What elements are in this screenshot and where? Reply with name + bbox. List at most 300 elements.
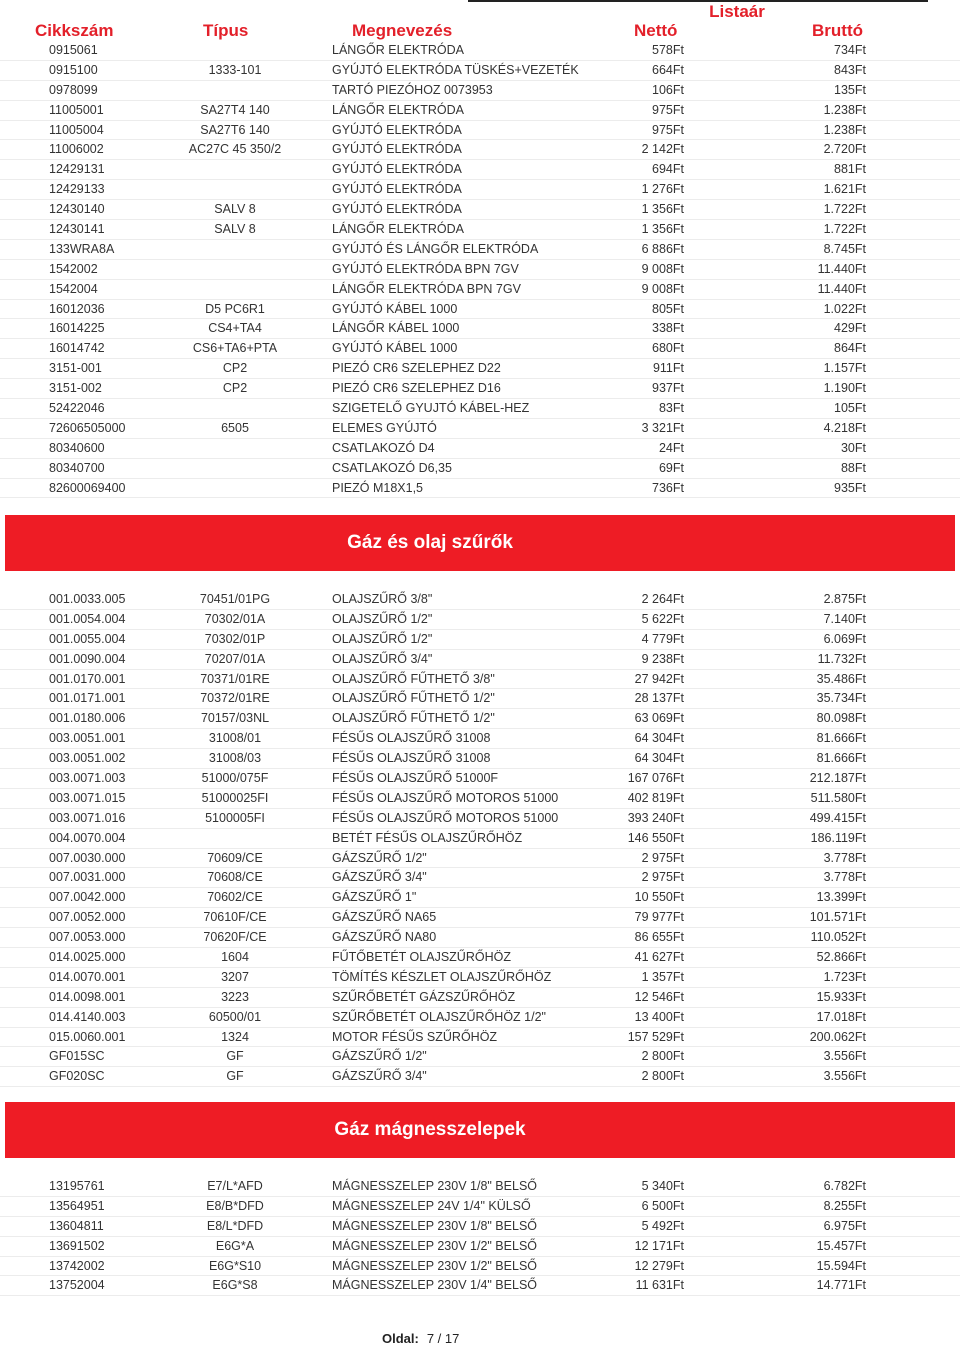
item-net-price: 64 304Ft (634, 731, 684, 746)
item-code: 0978099 (49, 82, 98, 97)
item-type: 31008/03 (208, 751, 262, 766)
item-code: 12430140 (49, 202, 105, 217)
item-net-price: 83Ft (658, 401, 684, 416)
item-net-price: 69Ft (658, 460, 684, 475)
item-gross-price: 17.018Ft (816, 1009, 866, 1024)
header-listaar: Listaár (709, 2, 765, 21)
item-code: 014.0070.001 (49, 969, 126, 984)
item-type: E7/L*AFD (207, 1179, 263, 1193)
table-row (0, 670, 960, 690)
item-name: OLAJSZŰRŐ FŰTHETŐ 1/2" (332, 711, 495, 726)
item-net-price: 12 171Ft (634, 1238, 684, 1253)
item-name: GÁZSZŰRŐ NA80 (332, 930, 437, 945)
item-net-price: 4 779Ft (641, 631, 684, 646)
table-row (0, 359, 960, 379)
item-type: GF (226, 1069, 244, 1084)
item-gross-price: 2.720Ft (823, 142, 866, 157)
item-name: GÁZSZŰRŐ NA65 (332, 910, 437, 925)
item-net-price: 157 529Ft (627, 1029, 684, 1044)
item-code: GF020SC (49, 1069, 105, 1084)
item-name: OLAJSZŰRŐ FŰTHETŐ 3/8" (332, 671, 495, 686)
item-gross-price: 3.778Ft (823, 850, 866, 865)
item-name: LÁNGŐR KÁBEL 1000 (332, 321, 460, 336)
item-type: 3207 (221, 969, 249, 984)
item-code: 13195761 (49, 1179, 105, 1193)
item-net-price: 2 975Ft (641, 850, 684, 865)
table-row (0, 630, 960, 650)
item-code: 007.0053.000 (49, 930, 126, 945)
item-net-price: 5 492Ft (641, 1218, 684, 1233)
item-gross-price: 734Ft (834, 43, 866, 57)
item-gross-price: 212.187Ft (809, 771, 866, 786)
item-code: 3151-001 (49, 361, 102, 376)
item-net-price: 694Ft (652, 162, 684, 177)
table-row (0, 1008, 960, 1028)
item-type: SALV 8 (214, 222, 256, 237)
item-net-price: 11 631Ft (635, 1278, 684, 1293)
table-row (0, 81, 960, 101)
table-row (0, 988, 960, 1008)
table-row (0, 439, 960, 459)
header-netto: Nettó (634, 21, 678, 40)
item-net-price: 41 627Ft (634, 950, 684, 965)
item-name: GÁZSZŰRŐ 1/2" (332, 850, 427, 865)
table-row (0, 1217, 960, 1237)
table-row (0, 729, 960, 749)
item-gross-price: 511.580Ft (810, 790, 866, 805)
item-gross-price: 881Ft (834, 162, 866, 177)
item-name: MÁGNESSZELEP 24V 1/4" KÜLSŐ (332, 1198, 531, 1213)
item-type: 51000025FI (201, 790, 269, 805)
table-row (0, 829, 960, 849)
item-name: ELEMES GYÚJTÓ (332, 420, 437, 435)
item-code: 82600069400 (49, 480, 126, 495)
item-code: 003.0071.016 (49, 810, 126, 825)
item-type: 70608/CE (207, 870, 263, 885)
table-row (0, 180, 960, 200)
item-gross-price: 1.022Ft (823, 301, 866, 316)
item-gross-price: 3.556Ft (823, 1069, 866, 1084)
section-banner-filters (5, 515, 955, 571)
item-type: SALV 8 (214, 202, 256, 217)
item-code: 1542002 (49, 261, 98, 276)
item-code: 13691502 (49, 1238, 105, 1253)
item-net-price: 805Ft (652, 301, 684, 316)
item-code: 004.0070.004 (49, 830, 126, 845)
item-code: 014.4140.003 (49, 1009, 126, 1024)
table-row (0, 200, 960, 220)
item-net-price: 338Ft (652, 321, 684, 336)
item-name: GYÚJTÓ ELEKTRÓDA (332, 162, 462, 177)
item-net-price: 12 279Ft (634, 1258, 684, 1273)
item-net-price: 6 500Ft (641, 1198, 684, 1213)
table-row (0, 1047, 960, 1067)
item-code: 007.0030.000 (49, 850, 126, 865)
item-name: GYÚJTÓ ELEKTRÓDA BPN 7GV (332, 261, 519, 276)
item-gross-price: 4.218Ft (823, 420, 866, 435)
item-name: FÉSŰS OLAJSZŰRŐ MOTOROS 51000 (332, 810, 559, 825)
item-net-price: 680Ft (652, 341, 684, 356)
item-code: 16012036 (49, 301, 105, 316)
item-net-price: 2 975Ft (641, 870, 684, 885)
table-row (0, 689, 960, 709)
table-row (0, 101, 960, 121)
item-gross-price: 15.457Ft (816, 1238, 866, 1253)
item-type: E8/B*DFD (206, 1198, 264, 1213)
footer-label: Oldal: (382, 1331, 419, 1346)
item-net-price: 402 819Ft (627, 790, 684, 805)
item-net-price: 9 008Ft (641, 261, 684, 276)
item-type: CS6+TA6+PTA (192, 341, 278, 356)
item-name: GYÚJTÓ ELEKTRÓDA (332, 202, 462, 217)
table-row (0, 379, 960, 399)
item-net-price: 2 142Ft (641, 142, 684, 157)
item-gross-price: 2.875Ft (823, 592, 866, 606)
item-code: 003.0051.001 (49, 731, 126, 746)
item-name: FŰTŐBETÉT OLAJSZŰRŐHÖZ (332, 950, 511, 965)
table-row (0, 769, 960, 789)
item-code: 11005004 (49, 122, 104, 137)
item-name: GYÚJTÓ ELEKTRÓDA (332, 142, 462, 157)
item-gross-price: 80.098Ft (816, 711, 866, 726)
item-gross-price: 843Ft (834, 62, 866, 77)
item-name: TARTÓ PIEZÓHOZ 0073953 (332, 82, 493, 97)
item-code: 80340700 (49, 460, 105, 475)
table-row (0, 749, 960, 769)
item-type: 31008/01 (208, 731, 262, 746)
item-name: SZŰRŐBETÉT OLAJSZŰRŐHÖZ 1/2" (332, 1009, 546, 1024)
item-name: FÉSŰS OLAJSZŰRŐ 51000F (332, 771, 499, 786)
section-filters (0, 590, 960, 1087)
item-name: CSATLAKOZÓ D4 (332, 440, 435, 455)
item-code: 1542004 (49, 281, 98, 296)
item-code: 80340600 (49, 440, 105, 455)
item-code: 0915100 (49, 62, 98, 77)
table-row (0, 849, 960, 869)
table-row (0, 240, 960, 260)
item-gross-price: 6.782Ft (823, 1179, 866, 1193)
item-gross-price: 864Ft (834, 341, 866, 356)
table-row (0, 1028, 960, 1048)
item-name: GYÚJTÓ ELEKTRÓDA TÜSKÉS+VEZETÉK (332, 62, 579, 77)
table-row (0, 1197, 960, 1217)
section-title-solenoids: Gáz mágnesszelepek (334, 1119, 526, 1140)
table-row (0, 789, 960, 809)
table-row (0, 280, 960, 300)
header-brutto: Bruttó (812, 21, 863, 40)
table-row (0, 1237, 960, 1257)
item-type: 1324 (221, 1029, 249, 1044)
table-row (0, 610, 960, 630)
item-gross-price: 8.745Ft (823, 241, 866, 256)
section-solenoids (0, 1177, 960, 1296)
item-gross-price: 15.933Ft (816, 989, 866, 1004)
item-code: 16014225 (49, 321, 105, 336)
header-megnevezes: Megnevezés (352, 21, 453, 40)
item-type: 70302/01A (204, 611, 266, 626)
item-gross-price: 3.778Ft (823, 870, 866, 885)
header-rule (468, 0, 928, 2)
item-gross-price: 935Ft (834, 480, 866, 495)
table-row (0, 709, 960, 729)
item-type: 70207/01A (204, 651, 266, 666)
column-headers (0, 21, 960, 43)
item-net-price: 64 304Ft (634, 751, 684, 766)
item-type: 5100005FI (205, 810, 265, 825)
item-net-price: 664Ft (652, 62, 684, 77)
item-code: 16014742 (49, 341, 105, 356)
item-gross-price: 52.866Ft (816, 950, 866, 965)
table-row (0, 1067, 960, 1087)
item-code: 001.0033.005 (49, 592, 126, 606)
item-name: MOTOR FÉSŰS SZŰRŐHÖZ (332, 1029, 498, 1044)
item-net-price: 79 977Ft (634, 910, 684, 925)
item-name: PIEZÓ CR6 SZELEPHEZ D16 (332, 381, 501, 396)
item-code: 007.0042.000 (49, 890, 126, 905)
item-code: 001.0170.001 (49, 671, 126, 686)
item-code: 001.0054.004 (49, 611, 126, 626)
item-code: GF015SC (49, 1049, 105, 1064)
item-name: GÁZSZŰRŐ 1" (332, 890, 417, 905)
table-row (0, 260, 960, 280)
item-gross-price: 1.238Ft (823, 102, 866, 117)
item-code: 11005001 (49, 102, 104, 117)
item-name: OLAJSZŰRŐ FŰTHETŐ 1/2" (332, 691, 495, 706)
item-type: CP2 (222, 381, 248, 396)
item-name: FÉSŰS OLAJSZŰRŐ MOTOROS 51000 (332, 790, 559, 805)
item-gross-price: 429Ft (834, 321, 866, 336)
table-row (0, 220, 960, 240)
item-type: SA27T4 140 (200, 102, 270, 117)
item-code: 12429131 (49, 162, 105, 177)
item-gross-price: 101.571Ft (809, 910, 866, 925)
item-gross-price: 35.734Ft (816, 691, 866, 706)
item-name: OLAJSZŰRŐ 3/8" (332, 592, 433, 606)
item-net-price: 393 240Ft (627, 810, 684, 825)
item-gross-price: 6.069Ft (823, 631, 866, 646)
item-name: FÉSŰS OLAJSZŰRŐ 31008 (332, 751, 491, 766)
item-type: 70371/01RE (200, 671, 270, 686)
item-name: MÁGNESSZELEP 230V 1/8" BELSŐ (332, 1218, 537, 1233)
item-code: 007.0031.000 (49, 870, 126, 885)
item-code: 12429133 (49, 182, 105, 197)
item-code: 014.0025.000 (49, 950, 126, 965)
item-type: 70602/CE (207, 890, 263, 905)
item-name: LÁNGŐR ELEKTRÓDA (332, 222, 464, 237)
table-row (0, 590, 960, 610)
section-electrodes (0, 41, 960, 498)
item-code: 003.0051.002 (49, 751, 126, 766)
item-gross-price: 1.621Ft (823, 182, 866, 197)
item-net-price: 2 800Ft (641, 1069, 684, 1084)
item-gross-price: 110.052Ft (810, 930, 866, 945)
item-name: GÁZSZŰRŐ 3/4" (332, 870, 427, 885)
item-net-price: 578Ft (652, 43, 684, 57)
item-net-price: 9 238Ft (641, 651, 684, 666)
item-code: 001.0171.001 (49, 691, 126, 706)
item-net-price: 6 886Ft (641, 241, 684, 256)
item-name: TÖMÍTÉS KÉSZLET OLAJSZŰRŐHÖZ (332, 969, 552, 984)
item-code: 001.0055.004 (49, 631, 126, 646)
item-name: GYÚJTÓ KÁBEL 1000 (332, 301, 458, 316)
item-name: MÁGNESSZELEP 230V 1/8" BELSŐ (332, 1179, 537, 1193)
item-gross-price: 11.440Ft (817, 261, 866, 276)
item-net-price: 2 264Ft (641, 592, 684, 606)
item-code: 133WRA8A (49, 241, 115, 256)
table-row (0, 121, 960, 141)
item-name: BETÉT FÉSŰS OLAJSZŰRŐHÖZ (332, 830, 523, 845)
table-row (0, 140, 960, 160)
item-name: SZŰRŐBETÉT GÁZSZŰRŐHÖZ (332, 989, 516, 1004)
item-gross-price: 1.190Ft (823, 381, 866, 396)
item-gross-price: 15.594Ft (816, 1258, 866, 1273)
item-type: 1604 (221, 950, 249, 965)
item-gross-price: 135Ft (834, 82, 866, 97)
item-name: GYÚJTÓ ELEKTRÓDA (332, 122, 462, 137)
item-name: GYÚJTÓ ÉS LÁNGŐR ELEKTRÓDA (332, 241, 539, 256)
item-type: 6505 (221, 420, 249, 435)
item-net-price: 5 340Ft (641, 1179, 684, 1193)
item-net-price: 1 357Ft (641, 969, 684, 984)
item-code: 0915061 (49, 43, 98, 57)
item-type: 60500/01 (208, 1009, 262, 1024)
table-row (0, 319, 960, 339)
item-code: 13564951 (49, 1198, 105, 1213)
item-name: PIEZÓ M18X1,5 (332, 480, 424, 495)
item-code: 52422046 (49, 401, 105, 416)
item-type: 51000/075F (201, 771, 269, 786)
table-row (0, 339, 960, 359)
table-row (0, 160, 960, 180)
item-gross-price: 35.486Ft (816, 671, 866, 686)
item-net-price: 106Ft (652, 82, 684, 97)
item-code: 007.0052.000 (49, 910, 126, 925)
item-name: GYÚJTÓ KÁBEL 1000 (332, 341, 458, 356)
item-gross-price: 1.723Ft (823, 969, 866, 984)
item-net-price: 1 356Ft (641, 202, 684, 217)
item-type: E6G*S8 (212, 1278, 258, 1293)
table-row (0, 968, 960, 988)
table-row (0, 868, 960, 888)
item-name: MÁGNESSZELEP 230V 1/4" BELSŐ (332, 1278, 537, 1293)
item-name: PIEZÓ CR6 SZELEPHEZ D22 (332, 361, 501, 376)
table-row (0, 1257, 960, 1277)
item-code: 13604811 (49, 1218, 104, 1233)
item-type: E6G*S10 (208, 1258, 262, 1273)
item-type: GF (226, 1049, 244, 1064)
item-net-price: 27 942Ft (634, 671, 684, 686)
item-gross-price: 499.415Ft (809, 810, 866, 825)
item-type: 70620F/CE (203, 930, 267, 945)
item-type: 70302/01P (204, 631, 266, 646)
item-net-price: 937Ft (652, 381, 684, 396)
table-row (0, 1177, 960, 1197)
table-row (0, 61, 960, 81)
table-row (0, 399, 960, 419)
item-type: CP2 (222, 361, 248, 376)
item-type: 70157/03NL (200, 711, 270, 726)
item-net-price: 975Ft (652, 122, 684, 137)
table-row (0, 459, 960, 479)
item-code: 001.0180.006 (49, 711, 126, 726)
item-net-price: 911Ft (652, 361, 684, 376)
item-code: 014.0098.001 (49, 989, 126, 1004)
item-name: OLAJSZŰRŐ 3/4" (332, 651, 433, 666)
page-footer (382, 1331, 459, 1346)
item-gross-price: 81.666Ft (816, 731, 866, 746)
item-net-price: 1 276Ft (641, 182, 684, 197)
item-net-price: 86 655Ft (634, 930, 684, 945)
header-tipus: Típus (203, 21, 249, 40)
item-code: 13752004 (49, 1278, 105, 1293)
item-code: 001.0090.004 (49, 651, 126, 666)
page-number: 7 / 17 (426, 1331, 460, 1346)
item-type: 1333-101 (208, 62, 262, 77)
item-net-price: 28 137Ft (634, 691, 684, 706)
table-row (0, 908, 960, 928)
item-name: LÁNGŐR ELEKTRÓDA (332, 43, 464, 57)
item-net-price: 975Ft (652, 102, 684, 117)
item-gross-price: 1.238Ft (823, 122, 866, 137)
header-cikkszam: Cikkszám (35, 21, 114, 40)
item-gross-price: 30Ft (840, 440, 866, 455)
item-net-price: 1 356Ft (641, 222, 684, 237)
item-gross-price: 6.975Ft (823, 1218, 866, 1233)
table-row (0, 888, 960, 908)
item-type: 70609/CE (207, 850, 263, 865)
table-row (0, 809, 960, 829)
item-net-price: 10 550Ft (634, 890, 684, 905)
item-name: GÁZSZŰRŐ 3/4" (332, 1069, 427, 1084)
item-code: 11006002 (49, 142, 104, 157)
item-net-price: 13 400Ft (634, 1009, 684, 1024)
item-net-price: 2 800Ft (641, 1049, 684, 1064)
table-row (0, 650, 960, 670)
item-gross-price: 11.440Ft (817, 281, 866, 296)
table-row (0, 419, 960, 439)
item-type: AC27C 45 350/2 (188, 142, 282, 157)
item-code: 003.0071.015 (49, 790, 126, 805)
item-type: 70372/01RE (200, 691, 270, 706)
item-gross-price: 8.255Ft (823, 1198, 866, 1213)
item-name: SZIGETELŐ GYUJTÓ KÁBEL-HEZ (332, 401, 530, 416)
item-type: E8/L*DFD (206, 1218, 264, 1233)
item-type: 70610F/CE (203, 910, 267, 925)
item-name: MÁGNESSZELEP 230V 1/2" BELSŐ (332, 1258, 537, 1273)
item-name: LÁNGŐR ELEKTRÓDA (332, 102, 464, 117)
item-type: E6G*A (215, 1238, 255, 1253)
item-type: SA27T6 140 (200, 122, 270, 137)
item-net-price: 146 550Ft (627, 830, 684, 845)
item-gross-price: 1.157Ft (823, 361, 866, 376)
item-net-price: 167 076Ft (627, 771, 684, 786)
item-gross-price: 14.771Ft (816, 1278, 866, 1293)
table-row (0, 41, 960, 61)
section-title-filters: Gáz és olaj szűrők (347, 532, 513, 553)
item-name: CSATLAKOZÓ D6,35 (332, 460, 452, 475)
table-row (0, 300, 960, 320)
item-type: D5 PC6R1 (205, 301, 265, 316)
item-gross-price: 13.399Ft (816, 890, 866, 905)
item-code: 003.0071.003 (49, 771, 126, 786)
item-type: CS4+TA4 (208, 321, 262, 336)
item-gross-price: 88Ft (840, 460, 866, 475)
item-net-price: 9 008Ft (641, 281, 684, 296)
item-net-price: 63 069Ft (634, 711, 684, 726)
item-net-price: 3 321Ft (641, 420, 684, 435)
item-code: 72606505000 (49, 420, 126, 435)
section-banner-solenoids (5, 1102, 955, 1158)
